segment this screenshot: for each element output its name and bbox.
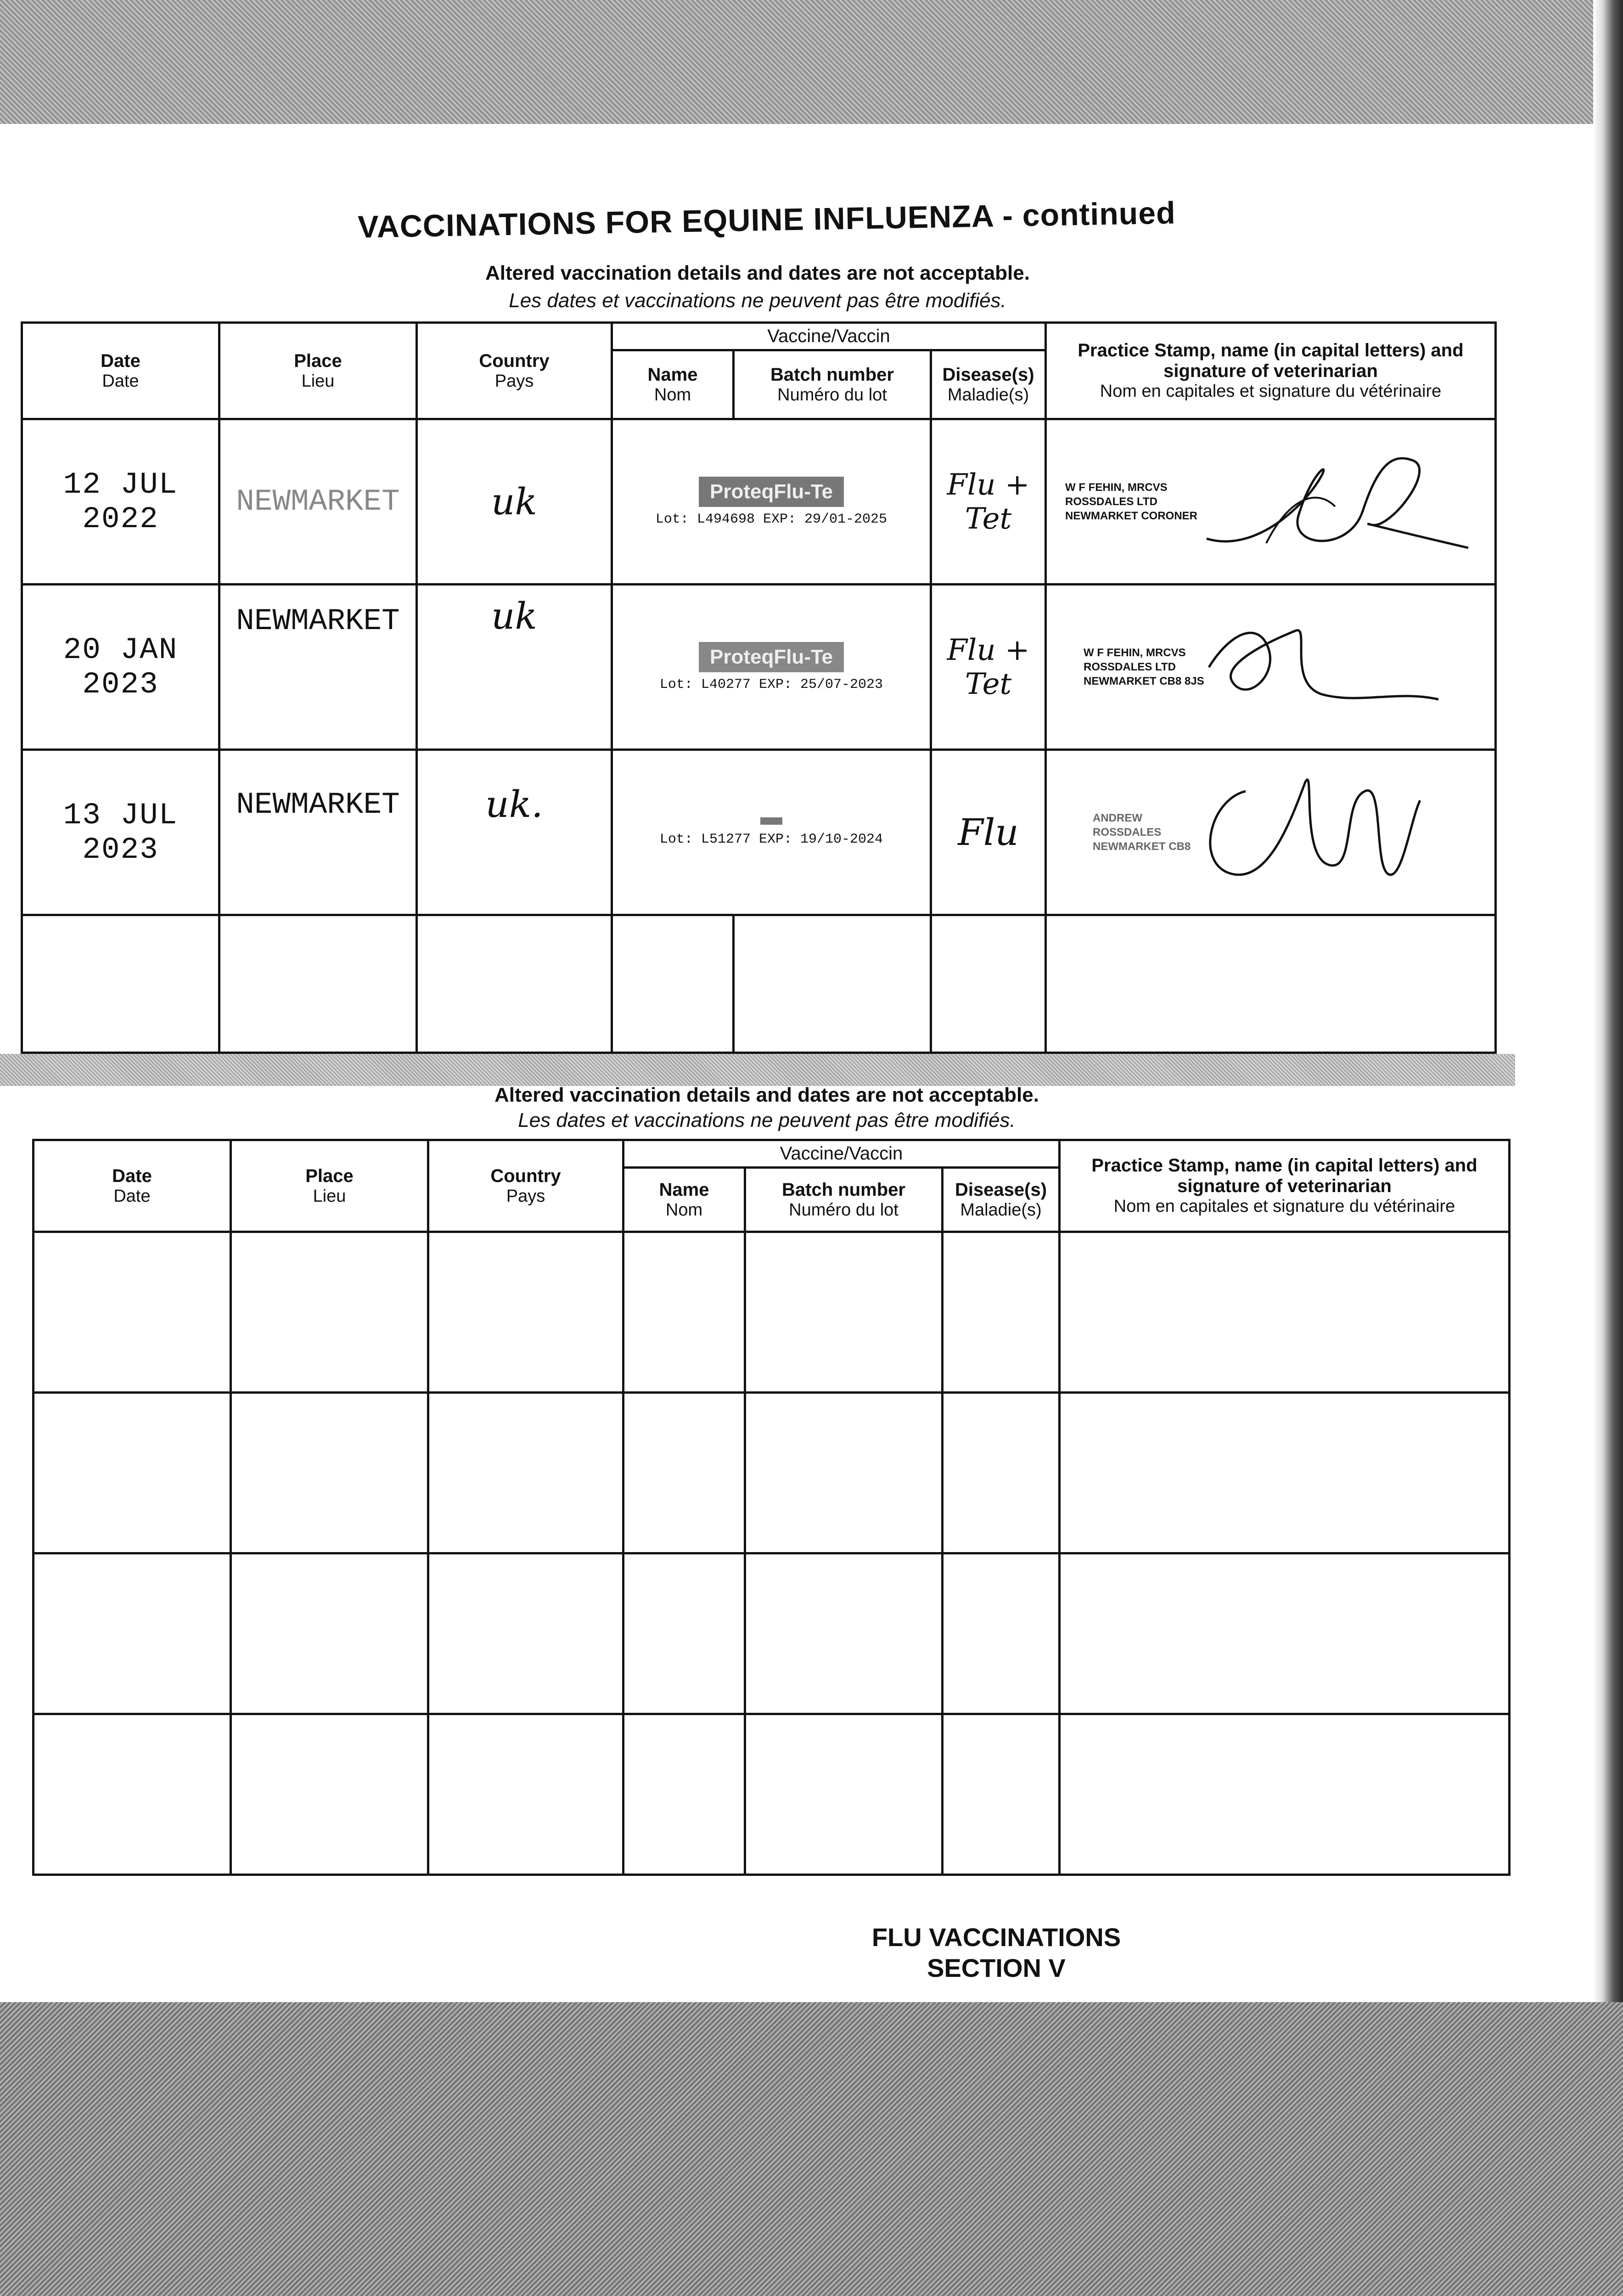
page-title: VACCINATIONS FOR EQUINE INFLUENZA - continued [357, 195, 1176, 245]
header-batch: Batch number Numéro du lot [734, 350, 931, 419]
vaccine-label [760, 817, 782, 825]
scan-right-edge [1593, 0, 1623, 2020]
header-country: Country Pays [428, 1140, 623, 1232]
header-name: Name Nom [612, 350, 734, 419]
entry-disease: Flu [931, 750, 1046, 915]
scan-bottom-band [0, 2002, 1623, 2296]
header-date: Date Date [34, 1140, 231, 1232]
entry-date: 12 JUL 2022 [22, 419, 219, 585]
entry-date: 20 JAN 2023 [22, 585, 219, 750]
header-country: Country Pays [417, 323, 612, 419]
entry-expiry: 19/10-2024 [800, 832, 883, 847]
practice-stamp [1046, 419, 1496, 585]
lot-label: Lot: [659, 676, 693, 692]
table-row [22, 585, 1496, 750]
entry-country: uk. [417, 750, 612, 915]
entry-country: uk [417, 585, 612, 750]
header-vaccine: Vaccine/Vaccin [623, 1140, 1060, 1168]
practice-stamp [1046, 750, 1496, 915]
notice-en: Altered vaccination details and dates are not acceptable. [485, 262, 1030, 284]
table-row [34, 1393, 1510, 1553]
vaccine-sticker [612, 750, 931, 915]
section-footer [836, 1922, 1157, 1983]
entry-expiry: 29/01-2025 [804, 511, 887, 527]
notice-fr: Les dates et vaccinations ne peuvent pas être modifiés. [509, 289, 1006, 312]
entry-expiry: 25/07-2023 [800, 676, 883, 692]
signature-3 [1191, 764, 1429, 901]
footer-line-1: FLU VACCINATIONS [871, 1923, 1121, 1952]
practice-stamp [1046, 585, 1496, 750]
header-batch: Batch number Numéro du lot [745, 1168, 943, 1232]
table-row [34, 1714, 1510, 1875]
entry-date: 13 JUL 2023 [22, 750, 219, 915]
header-vaccine: Vaccine/Vaccin [612, 323, 1046, 350]
footer-line-2: SECTION V [927, 1953, 1066, 1983]
signature-1 [1197, 442, 1473, 562]
header-practice: Practice Stamp, name (in capital letters) and signature of veterinarian Nom en capitales et signature du vétérinaire [1060, 1140, 1510, 1232]
table-row [22, 915, 1496, 1053]
header-place: Place Lieu [219, 323, 417, 419]
scan-top-band [0, 0, 1623, 124]
header-disease: Disease(s) Maladie(s) [931, 350, 1046, 419]
header-practice: Practice Stamp, name (in capital letters) and signature of veterinarian Nom en capitales et signature du vétérinaire [1046, 323, 1496, 419]
header-disease: Disease(s) Maladie(s) [943, 1168, 1060, 1232]
entry-place: NEWMARKET [219, 750, 417, 915]
vaccination-table-2 [32, 1139, 1511, 1876]
header-place: Place Lieu [231, 1140, 428, 1232]
vaccine-sticker [612, 585, 931, 750]
scan-middle-strip [0, 1054, 1515, 1086]
stamp-text: W F FEHIN, MRCVS ROSSDALES LTD NEWMARKET CORONER [1065, 481, 1198, 523]
stamp-text: W F FEHIN, MRCVS ROSSDALES LTD NEWMARKET CB8 8JS [1084, 646, 1204, 688]
exp-label: EXP: [759, 832, 792, 847]
lot-label: Lot: [659, 832, 693, 847]
table-row [22, 750, 1496, 915]
entry-batch: L51277 [701, 832, 751, 847]
entry-disease: Flu + Tet [931, 419, 1046, 585]
table-row [34, 1232, 1510, 1393]
entry-disease: Flu + Tet [931, 585, 1046, 750]
entry-place: NEWMARKET [219, 585, 417, 750]
lot-label: Lot: [655, 511, 689, 527]
vaccine-label: ProteqFlu-Te [699, 642, 844, 672]
exp-label: EXP: [759, 676, 792, 692]
entry-batch: L40277 [701, 676, 751, 692]
entry-place: NEWMARKET [219, 419, 417, 585]
header-name: Name Nom [623, 1168, 745, 1232]
notice-en-2: Altered vaccination details and dates are not acceptable. [494, 1084, 1039, 1106]
vaccine-sticker [612, 419, 931, 585]
vaccine-label: ProteqFlu-Te [699, 477, 844, 507]
notice-fr-2: Les dates et vaccinations ne peuvent pas être modifiés. [518, 1109, 1016, 1131]
exp-label: EXP: [763, 511, 797, 527]
entry-country: uk [417, 419, 612, 585]
table-row [22, 419, 1496, 585]
entry-batch: L494698 [696, 511, 755, 527]
signature-2 [1204, 612, 1443, 722]
stamp-text: ANDREW ROSSDALES NEWMARKET CB8 [1093, 811, 1191, 853]
header-date: Date Date [22, 323, 219, 419]
vaccination-table-1 [21, 321, 1497, 1054]
table-row [34, 1553, 1510, 1714]
